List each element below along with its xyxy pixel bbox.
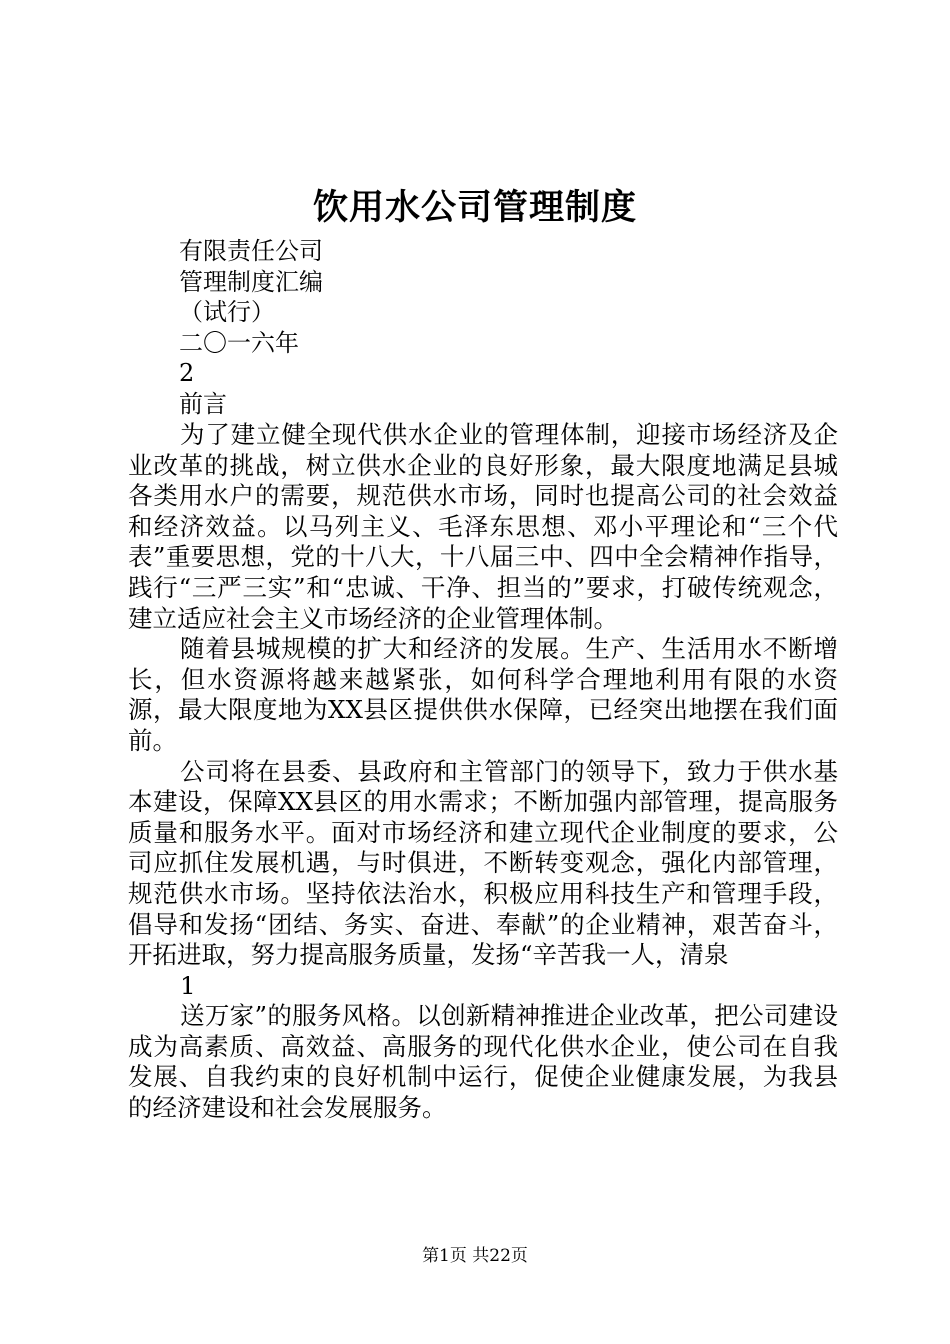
cover-page-number: 2: [179, 359, 195, 387]
cover-block: [179, 236, 323, 419]
paragraph-3: 公司将在县委、县政府和主管部门的领导下，致力于供水基本建设，保障XX县区的用水需求；不断加强内部管理，提高服务质量和服务水平。面对市场经济和建立现代企业制度的要求，公司应抓住发展机遇，与时俱进，不断转变观念，强化内部管理，规范供水市场。坚持依法治水，积极应用科技生产和管理手段，倡导和发扬“团结、务实、奋进、奉献”的企业精神，艰苦奋斗，开拓进取，努力提高服务质量，发扬“辛苦我一人，清泉: [128, 756, 838, 970]
page-footer: 第1页 共22页: [422, 1246, 528, 1266]
document-title: 饮用水公司管理制度: [312, 187, 637, 228]
preface-heading: 前言: [179, 389, 227, 418]
year-line: 二〇一六年: [179, 328, 299, 357]
preface-body: [128, 420, 838, 1124]
paragraph-1: 为了建立健全现代供水企业的管理体制，迎接市场经济及企业改革的挑战，树立供水企业的良好形象，最大限度地满足县城各类用水户的需要，规范供水市场，同时也提高公司的社会效益和经济效益。以马列主义、毛泽东思想、邓小平理论和“三个代表”重要思想，党的十八大，十八届三中、四中全会精神作指导，践行“三严三实”和“忠诚、干净、担当的”要求，打破传统观念，建立适应社会主义市场经济的企业管理体制。: [128, 420, 838, 633]
trial-note-line: （试行）: [179, 298, 275, 326]
inline-page-number: 1: [180, 970, 196, 1000]
compilation-title-line: 管理制度汇编: [179, 267, 323, 296]
company-name-line: 有限责任公司: [179, 237, 323, 265]
paragraph-continuation: 送万家”的服务风格。以创新精神推进企业改革，把公司建设成为高素质、高效益、高服务的现代化供水企业，使公司在自我发展、自我约束的良好机制中运行，促使企业健康发展，为我县的经济建设和社会发展服务。: [128, 1001, 838, 1123]
paragraph-2: 随着县城规模的扩大和经济的发展。生产、生活用水不断增长，但水资源将越来越紧张，如何科学合理地利用有限的水资源，最大限度地为XX县区提供供水保障，已经突出地摆在我们面前。: [128, 634, 838, 755]
